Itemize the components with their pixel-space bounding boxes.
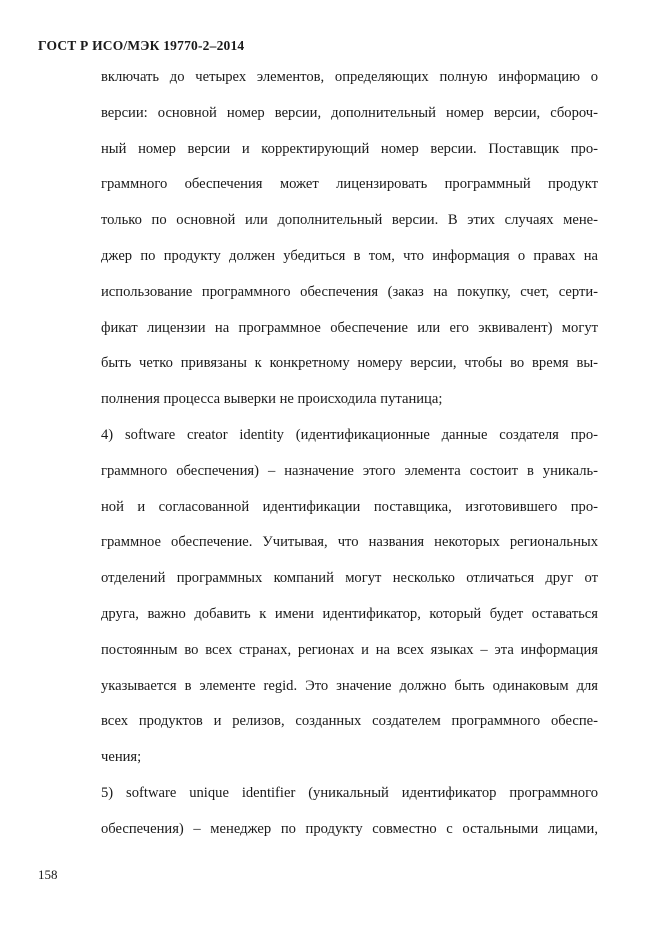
text-line: граммное обеспечение. Учитывая, что названия некоторых региональных: [101, 534, 598, 551]
text-line: всех продуктов и релизов, созданных создателем программного обеспе-: [101, 713, 598, 730]
text-line: только по основной или дополнительный версии. В этих случаях мене-: [101, 212, 598, 229]
text-line: включать до четырех элементов, определяющих полную информацию о: [101, 69, 598, 85]
document-header: ГОСТ Р ИСО/МЭК 19770-2–2014: [38, 38, 245, 53]
text-line: фикат лицензии на программное обеспечение или его эквивалент) могут: [101, 319, 598, 336]
text-line: 5) software unique identifier (уникальный идентификатор программного: [101, 784, 598, 801]
text-line: полнения процесса выверки не происходила путаница;: [101, 391, 443, 408]
text-line: граммного обеспечения) – назначение этого элемента состоит в уникаль-: [101, 462, 598, 479]
text-line: ный номер версии и корректирующий номер версии. Поставщик про-: [101, 140, 598, 157]
text-line: обеспечения) – менеджер по продукту совместно с остальными лицами,: [101, 820, 598, 837]
text-line: джер по продукту должен убедиться в том, что информация о правах на: [101, 247, 598, 264]
text-line: граммного обеспечения может лицензировать программный продукт: [101, 176, 598, 193]
text-line: версии: основной номер версии, дополнительный номер версии, сбороч-: [101, 104, 598, 121]
text-line: друга, важно добавить к имени идентификатор, который будет оставаться: [101, 605, 598, 622]
body-text: [101, 60, 598, 848]
page-number: 158: [38, 867, 58, 882]
text-line: чения;: [101, 749, 142, 766]
text-line: 4) software creator identity (идентификационные данные создателя про-: [101, 426, 598, 443]
text-line: использование программного обеспечения (заказ на покупку, счет, серти-: [101, 283, 598, 300]
text-line: постоянным во всех странах, регионах и на всех языках – эта информация: [101, 641, 598, 658]
text-line: быть четко привязаны к конкретному номеру версии, чтобы во время вы-: [101, 355, 598, 372]
text-line: ной и согласованной идентификации поставщика, изготовившего про-: [101, 498, 598, 515]
text-line: указывается в элементе regid. Это значение должно быть одинаковым для: [101, 677, 598, 694]
text-line: отделений программных компаний могут несколько отличаться друг от: [101, 570, 598, 587]
